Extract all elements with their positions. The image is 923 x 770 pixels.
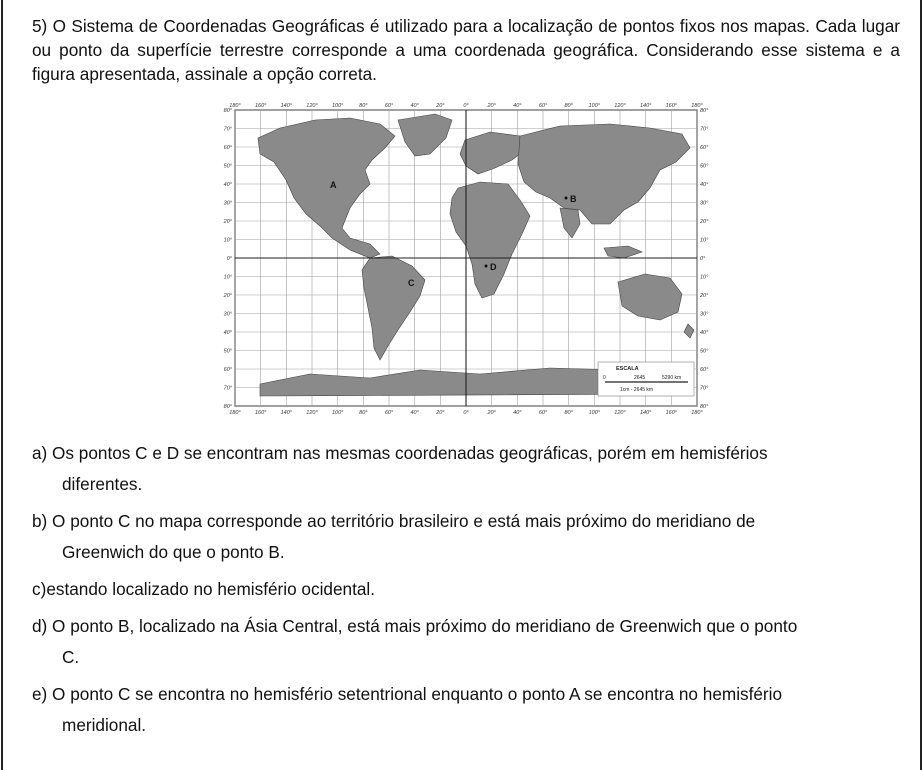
coordinate-label: 80° <box>564 410 573 416</box>
option-a-text: a) Os pontos C e D se encontram nas mesmas coordenadas geográficas, porém em hemisférios <box>32 443 768 463</box>
coordinate-label: 20° <box>436 410 445 416</box>
coordinate-label: 180° <box>691 410 703 416</box>
scale-end: 5290 km <box>662 375 682 381</box>
coordinate-label: 10° <box>223 237 232 244</box>
coordinate-label: 160° <box>665 103 678 109</box>
coordinate-label: 30° <box>223 200 232 207</box>
coordinate-label: 20° <box>223 219 232 225</box>
coordinate-label: 70° <box>700 126 709 133</box>
coordinate-label: 60° <box>538 410 548 416</box>
coordinate-label: 20° <box>487 410 496 416</box>
coordinate-label: 0° <box>226 256 232 262</box>
coordinate-label: 140° <box>639 103 652 109</box>
coordinate-label: 20° <box>700 219 709 225</box>
coordinate-label: 70° <box>223 126 232 133</box>
option-e-text-cont: meridional. <box>62 715 147 735</box>
coordinate-label: 60° <box>700 145 709 151</box>
coordinate-label: 70° <box>223 385 232 392</box>
coordinate-label: 100° <box>331 103 344 109</box>
coordinate-label: 60° <box>538 103 548 109</box>
coordinate-label: 80° <box>700 404 709 410</box>
coordinate-label: 60° <box>223 367 232 373</box>
coordinate-label: 20° <box>487 103 496 109</box>
coordinate-label: 40° <box>700 182 709 188</box>
coordinate-label: 160° <box>254 103 267 109</box>
option-e[interactable] <box>32 679 904 741</box>
coordinate-label: 20° <box>700 293 709 299</box>
option-e-text: e) O ponto C se encontra no hemisfério setentrional enquanto o ponto A se encontra no hemisfério <box>32 684 783 704</box>
coordinate-label: 0° <box>700 256 706 262</box>
coordinate-label: 80° <box>223 404 232 410</box>
point-d-marker <box>485 265 488 268</box>
coordinate-label: 40° <box>410 103 419 109</box>
coordinate-label: 60° <box>700 367 709 373</box>
scale-ratio: 1cm - 2645 km <box>620 387 654 393</box>
coordinate-label: 120° <box>614 410 626 416</box>
coordinate-label: 160° <box>254 410 267 416</box>
question-text: 5) O Sistema de Coordenadas Geográficas é utilizado para a localização de pontos fixos nos mapas. Cada lugar ou ponto da superfície terrestre corresponde a uma coordenada geográfica. Considerando esse sistema e a figura apresentada, assinale a opção correta. <box>32 16 900 84</box>
coordinate-label: 80° <box>700 108 709 114</box>
coordinate-label: 60° <box>223 145 232 151</box>
coordinate-label: 0° <box>463 410 469 416</box>
option-a-text-cont: diferentes. <box>62 474 143 494</box>
point-b-label: B <box>570 194 577 204</box>
point-a-label: A <box>330 180 337 190</box>
coordinate-label: 120° <box>306 410 318 416</box>
point-c-label: C <box>408 278 415 288</box>
coordinate-label: 80° <box>359 410 368 416</box>
coordinate-label: 40° <box>410 410 419 416</box>
point-d-label: D <box>490 262 497 272</box>
coordinate-label: 40° <box>513 103 522 109</box>
option-c[interactable] <box>32 574 904 605</box>
option-b-text-cont: Greenwich do que o ponto B. <box>62 542 285 562</box>
coordinate-label: 100° <box>588 410 601 416</box>
option-d[interactable] <box>32 611 904 673</box>
page-border-right <box>920 0 922 770</box>
coordinate-label: 50° <box>700 163 709 170</box>
scale-title: ESCALA <box>616 366 639 372</box>
coordinate-label: 100° <box>331 410 344 416</box>
coordinate-label: 60° <box>384 103 394 109</box>
coordinate-label: 30° <box>700 200 709 207</box>
option-b[interactable] <box>32 506 904 568</box>
scale-zero: 0 <box>603 375 606 381</box>
coordinate-label: 30° <box>700 311 709 318</box>
coordinate-label: 140° <box>280 103 293 109</box>
option-b-text: b) O ponto C no mapa corresponde ao território brasileiro e está mais próximo do meridiano de <box>32 511 756 531</box>
coordinate-label: 50° <box>223 348 232 355</box>
map-scale <box>598 362 694 396</box>
coordinate-label: 100° <box>588 103 601 109</box>
option-d-text: d) O ponto B, localizado na Ásia Central, está mais próximo do meridiano de Greenwich que o ponto <box>32 616 798 636</box>
coordinate-label: 160° <box>665 410 678 416</box>
coordinate-label: 40° <box>513 410 522 416</box>
world-map <box>220 98 710 418</box>
coordinate-label: 120° <box>614 103 626 109</box>
coordinate-label: 180° <box>691 103 703 109</box>
coordinate-label: 40° <box>700 330 709 336</box>
coordinate-label: 10° <box>700 237 709 244</box>
coordinate-label: 180° <box>229 103 241 109</box>
option-c-text: c)estando localizado no hemisfério ocidental. <box>32 579 375 599</box>
option-a[interactable] <box>32 438 904 500</box>
coordinate-label: 20° <box>436 103 445 109</box>
coordinate-label: 180° <box>229 410 241 416</box>
coordinate-label: 0° <box>463 103 469 109</box>
coordinate-label: 10° <box>700 274 709 281</box>
coordinate-label: 40° <box>223 330 232 336</box>
coordinate-label: 140° <box>280 410 293 416</box>
coordinate-label: 50° <box>223 163 232 170</box>
option-d-text-cont: C. <box>62 647 80 667</box>
coordinate-label: 20° <box>223 293 232 299</box>
coordinate-label: 40° <box>223 182 232 188</box>
coordinate-label: 30° <box>223 311 232 318</box>
scale-mid: 2645 <box>634 375 646 381</box>
coordinate-label: 120° <box>306 103 318 109</box>
coordinate-label: 50° <box>700 348 709 355</box>
page-border-left <box>1 0 3 770</box>
point-b-marker <box>565 197 568 200</box>
coordinate-label: 10° <box>223 274 232 281</box>
coordinate-label: 80° <box>564 103 573 109</box>
coordinate-label: 80° <box>223 108 232 114</box>
coordinate-label: 70° <box>700 385 709 392</box>
coordinate-label: 60° <box>384 410 394 416</box>
answer-options <box>32 438 904 747</box>
coordinate-label: 140° <box>639 410 652 416</box>
coordinate-label: 80° <box>359 103 368 109</box>
